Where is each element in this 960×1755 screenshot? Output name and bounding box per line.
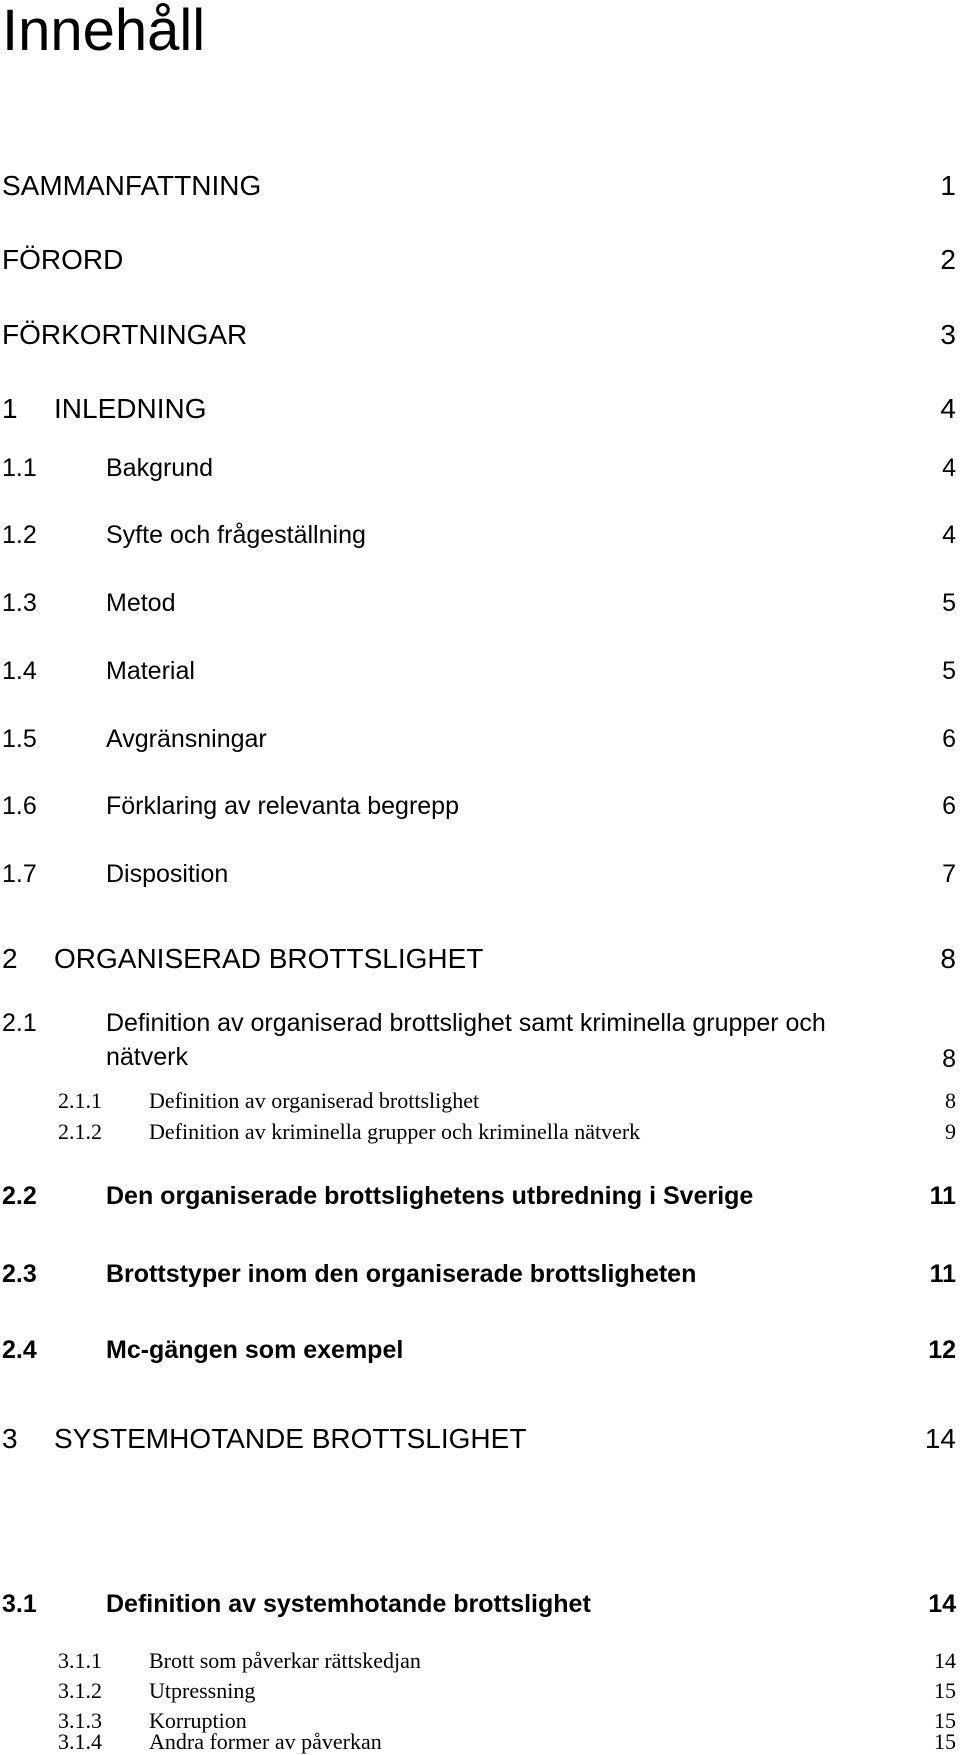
toc-entry-label: Andra former av påverkan	[149, 1729, 382, 1754]
toc-entry-label: FÖRORD	[2, 244, 124, 275]
toc-entry-page: 15	[934, 1729, 956, 1754]
toc-entry-number: 1.6	[2, 792, 37, 820]
toc-entry-page: 2	[940, 244, 956, 275]
toc-entry-chapter-3[interactable]	[2, 1422, 956, 1456]
toc-entry-1-1[interactable]	[2, 453, 956, 483]
toc-entry-page: 4	[942, 454, 956, 482]
toc-entry-number: 3.1.3	[58, 1708, 102, 1733]
toc-entry-page: 11	[929, 1260, 956, 1288]
toc-entry-2-3[interactable]	[2, 1259, 956, 1289]
toc-entry-chapter-1[interactable]	[2, 392, 956, 426]
toc-entry-3-1-2[interactable]	[58, 1678, 956, 1704]
toc-entry-page: 14	[924, 1423, 956, 1454]
toc-entry-number: 1.5	[2, 725, 37, 753]
toc-entry-forkortningar[interactable]	[2, 318, 956, 352]
toc-entry-label: Definition av organiserad brottslighet samt kriminella grupper och	[106, 1009, 826, 1037]
toc-entry-number: 3.1.1	[58, 1648, 102, 1673]
toc-entry-number: 1	[2, 393, 18, 424]
toc-entry-number: 1.4	[2, 657, 37, 685]
toc-entry-number: 1.7	[2, 860, 37, 888]
toc-entry-label-continued: nätverk	[106, 1043, 188, 1071]
toc-entry-label: Material	[106, 657, 195, 685]
toc-entry-2-1-2[interactable]	[58, 1119, 956, 1145]
toc-entry-2-4[interactable]	[2, 1335, 956, 1365]
toc-entry-number: 2.1.1	[58, 1088, 102, 1113]
toc-entry-sammanfattning[interactable]	[2, 169, 956, 203]
toc-entry-label: Korruption	[149, 1708, 247, 1733]
toc-entry-label: Brott som påverkar rättskedjan	[149, 1648, 421, 1673]
toc-entry-page: 6	[942, 725, 956, 753]
toc-entry-number: 2.2	[2, 1182, 37, 1210]
toc-entry-1-5[interactable]	[2, 724, 956, 754]
toc-entry-label: SAMMANFATTNING	[2, 170, 262, 201]
toc-entry-2-1-1[interactable]	[58, 1088, 956, 1114]
toc-entry-label: Bakgrund	[106, 454, 214, 482]
toc-entry-2-2[interactable]	[2, 1181, 956, 1211]
toc-entry-3-1-1[interactable]	[58, 1648, 956, 1674]
toc-entry-number: 1.3	[2, 589, 37, 617]
toc-entry-1-3[interactable]	[2, 588, 956, 618]
toc-entry-label: Utpressning	[149, 1678, 256, 1703]
toc-entry-number: 2.1	[2, 1009, 37, 1037]
toc-entry-label: Definition av organiserad brottslighet	[149, 1088, 480, 1113]
toc-entry-number: 2.4	[2, 1336, 37, 1364]
toc-entry-page: 5	[942, 589, 956, 617]
toc-entry-label: Syfte och frågeställning	[106, 521, 366, 549]
toc-entry-page: 4	[942, 521, 956, 549]
toc-entry-1-2[interactable]	[2, 520, 956, 550]
toc-entry-label: Förklaring av relevanta begrepp	[106, 792, 459, 820]
toc-entry-page: 14	[934, 1648, 956, 1673]
toc-entry-3-1-4[interactable]	[58, 1729, 956, 1755]
toc-entry-label: Metod	[106, 589, 176, 617]
toc-entry-page: 9	[945, 1119, 956, 1144]
toc-entry-number: 3.1.4	[58, 1729, 102, 1754]
toc-entry-number: 2	[2, 943, 18, 974]
toc-entry-label: Mc-gängen som exempel	[106, 1336, 404, 1364]
toc-entry-number: 1.2	[2, 521, 37, 549]
toc-entry-page: 14	[928, 1590, 956, 1618]
toc-entry-label: INLEDNING	[54, 393, 207, 424]
toc-entry-1-7[interactable]	[2, 859, 956, 889]
toc-entry-number: 1.1	[2, 454, 37, 482]
toc-entry-page: 15	[934, 1708, 956, 1733]
toc-entry-forord[interactable]	[2, 243, 956, 277]
toc-entry-label: FÖRKORTNINGAR	[2, 319, 248, 350]
toc-entry-page: 1	[940, 170, 956, 201]
toc-entry-page: 4	[940, 393, 956, 424]
toc-entry-1-4[interactable]	[2, 656, 956, 686]
toc-entry-label: SYSTEMHOTANDE BROTTSLIGHET	[54, 1423, 527, 1454]
toc-entry-page: 11	[929, 1182, 956, 1210]
toc-entry-page: 8	[942, 1045, 956, 1073]
toc-entry-page: 12	[928, 1336, 956, 1364]
toc-entry-page: 7	[942, 860, 956, 888]
toc-entry-page: 3	[940, 319, 956, 350]
toc-entry-number: 3.1	[2, 1590, 37, 1618]
toc-entry-number: 3	[2, 1423, 18, 1454]
toc-entry-chapter-2[interactable]	[2, 942, 956, 976]
toc-entry-label: Definition av systemhotande brottslighet	[106, 1590, 591, 1618]
toc-entry-number: 2.1.2	[58, 1119, 102, 1144]
page-title: Innehåll	[2, 0, 206, 63]
toc-entry-label: Definition av kriminella grupper och kriminella nätverk	[149, 1119, 641, 1144]
toc-entry-page: 5	[942, 657, 956, 685]
toc-entry-label: Den organiserade brottslighetens utbredning i Sverige	[106, 1182, 754, 1210]
toc-entry-page: 8	[940, 943, 956, 974]
toc-entry-label: ORGANISERAD BROTTSLIGHET	[54, 943, 484, 974]
toc-entry-label: Disposition	[106, 860, 229, 888]
toc-entry-number: 2.3	[2, 1260, 37, 1288]
toc-entry-number: 3.1.2	[58, 1678, 102, 1703]
toc-entry-page: 8	[945, 1088, 956, 1113]
toc-entry-label: Brottstyper inom den organiserade brottsligheten	[106, 1260, 697, 1288]
toc-entry-page: 15	[934, 1678, 956, 1703]
toc-entry-3-1[interactable]	[2, 1589, 956, 1619]
toc-entry-1-6[interactable]	[2, 791, 956, 821]
toc-entry-page: 6	[942, 792, 956, 820]
toc-entry-2-1[interactable]	[2, 1008, 956, 1072]
toc-entry-label: Avgränsningar	[106, 725, 267, 753]
